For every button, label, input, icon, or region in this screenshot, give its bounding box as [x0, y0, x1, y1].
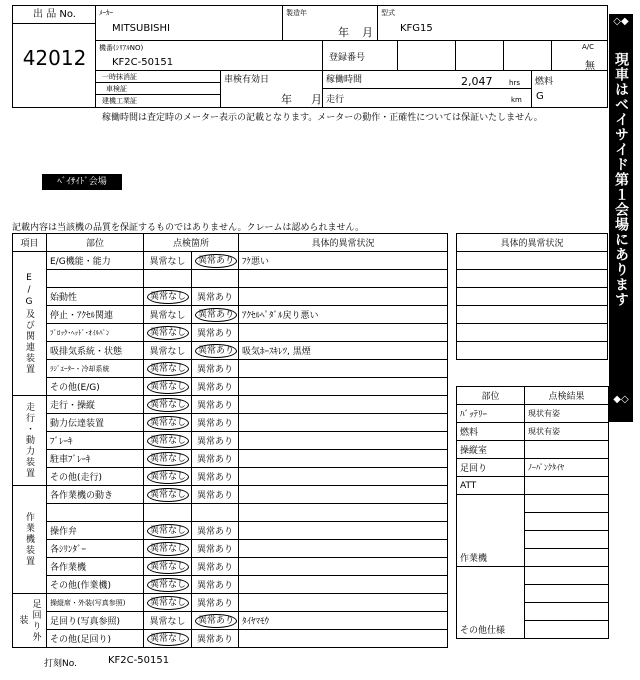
- inspection-table: [12, 233, 448, 648]
- result-row: [457, 585, 609, 603]
- abnormal-label: 異常あり: [197, 635, 234, 645]
- inspection-row: [13, 558, 448, 576]
- inspection-row: [13, 486, 448, 504]
- normal-check[interactable]: [144, 432, 192, 450]
- banner-bottom-diamonds: ◆◇: [613, 394, 629, 405]
- hours-unit: hrs: [509, 79, 520, 87]
- header-form: [12, 5, 608, 108]
- serial-cell: [96, 41, 323, 71]
- reg-label-cell: [323, 41, 398, 71]
- row-detail: [239, 378, 448, 396]
- month-unit: 月: [362, 26, 373, 39]
- result-value: 現状有姿: [525, 405, 609, 423]
- meter-note: 稼働時間は査定時のメーター表示の記載となります。メーターの動作・正確性については保証いたしません。: [102, 113, 543, 123]
- result-value: [525, 495, 609, 513]
- fuel-label: 燃料: [535, 77, 554, 87]
- insp-month-unit: 月: [311, 93, 322, 106]
- right-detail-row: [457, 252, 608, 270]
- result-part: 操縦室: [457, 441, 525, 459]
- result-part: [457, 495, 525, 513]
- row-part: 足回り(写真参照): [47, 612, 144, 630]
- abnormal-label: 異常あり: [197, 599, 234, 609]
- row-part: 走行・操縦: [47, 396, 144, 414]
- normal-label: 異常なし: [147, 488, 189, 502]
- inspection-row: [13, 360, 448, 378]
- year-unit: 年: [338, 26, 349, 39]
- result-part: 足回り: [457, 459, 525, 477]
- normal-check[interactable]: [144, 306, 192, 324]
- row-part: 始動性: [47, 288, 144, 306]
- abnormal-check[interactable]: [192, 432, 239, 450]
- abnormal-label: 異常あり: [195, 308, 237, 322]
- result-row: [457, 423, 609, 441]
- row-detail: [239, 324, 448, 342]
- row-detail: [239, 504, 448, 522]
- right-detail-cell: [457, 288, 608, 306]
- cert-construction: 建機工業証: [102, 97, 137, 105]
- normal-check[interactable]: [144, 360, 192, 378]
- right-detail-header: 具体的異常状況: [457, 234, 608, 252]
- abnormal-label: 異常あり: [197, 527, 234, 537]
- normal-check[interactable]: [144, 522, 192, 540]
- inspection-row: [13, 396, 448, 414]
- normal-check[interactable]: [144, 324, 192, 342]
- result-row: [457, 603, 609, 621]
- right-detail-row: [457, 306, 608, 324]
- maker-value: MITSUBISHI: [112, 23, 170, 34]
- result-value: [525, 477, 609, 495]
- normal-label: 異常なし: [149, 617, 186, 627]
- inspection-row: [13, 342, 448, 360]
- row-part: ﾗｼﾞｴｰﾀｰ・冷却系統: [47, 360, 144, 378]
- abnormal-label: 異常あり: [195, 614, 237, 628]
- abnormal-check[interactable]: [192, 594, 239, 612]
- normal-label: 異常なし: [149, 257, 186, 267]
- reg-label: 登録番号: [329, 53, 366, 63]
- results-col-result: 点検結果: [525, 387, 609, 405]
- group-label: 足回り外装: [13, 594, 47, 648]
- right-detail-cell: [457, 306, 608, 324]
- row-detail: [239, 576, 448, 594]
- normal-check[interactable]: [144, 252, 192, 270]
- normal-label: 異常なし: [149, 347, 186, 357]
- normal-check[interactable]: [144, 576, 192, 594]
- abnormal-label: 異常あり: [197, 581, 234, 591]
- result-value: [525, 603, 609, 621]
- maker-label: ﾒｰｶｰ: [99, 9, 113, 17]
- abnormal-label: 異常あり: [197, 545, 234, 555]
- reg-value-cell-2: [456, 41, 504, 71]
- inspection-date-cell: [221, 71, 323, 107]
- normal-check[interactable]: [144, 504, 192, 522]
- abnormal-check[interactable]: [192, 324, 239, 342]
- normal-check[interactable]: [144, 558, 192, 576]
- normal-label: 異常なし: [147, 632, 189, 646]
- normal-label: 異常なし: [147, 434, 189, 448]
- inspection-date-label: 車検有効日: [224, 75, 270, 85]
- row-detail: [239, 468, 448, 486]
- result-value: 現状有姿: [525, 423, 609, 441]
- right-detail-cell: [457, 324, 608, 342]
- abnormal-label: 異常あり: [195, 254, 237, 268]
- normal-label: 異常なし: [149, 311, 186, 321]
- row-detail: 吸気ﾎｰｽｷﾚﾂ, 黒煙: [239, 342, 448, 360]
- row-detail: [239, 270, 448, 288]
- normal-label: 異常なし: [147, 560, 189, 574]
- row-part: その他(作業機): [47, 576, 144, 594]
- abnormal-check[interactable]: [192, 288, 239, 306]
- row-detail: [239, 414, 448, 432]
- lot-label: 出 品 No.: [13, 6, 96, 24]
- abnormal-check[interactable]: [192, 540, 239, 558]
- row-part: その他(足回り): [47, 630, 144, 648]
- inspection-row: [13, 540, 448, 558]
- group-label: 作業機装置: [13, 486, 47, 594]
- abnormal-check[interactable]: [192, 522, 239, 540]
- maker-cell: [96, 6, 283, 41]
- year-cell: [283, 6, 378, 41]
- inspection-row: [13, 468, 448, 486]
- col-check: 点検箇所: [144, 234, 239, 252]
- result-row: [457, 513, 609, 531]
- result-part: [457, 531, 525, 549]
- group-label: E/G及び関連装置: [13, 252, 47, 396]
- result-value: [525, 585, 609, 603]
- abnormal-label: 異常あり: [197, 455, 234, 465]
- row-part: 各作業機: [47, 558, 144, 576]
- normal-check[interactable]: [144, 270, 192, 288]
- row-part: 各ｼﾘﾝﾀﾞｰ: [47, 540, 144, 558]
- venue-tag: ﾍﾞｲｻｲﾄﾞ会場: [42, 174, 122, 190]
- row-part: [47, 270, 144, 288]
- result-value: [525, 531, 609, 549]
- abnormal-check[interactable]: [192, 612, 239, 630]
- right-detail-table: [456, 233, 608, 360]
- row-part: 操縦席・外装(写真参照): [47, 594, 144, 612]
- abnormal-check[interactable]: [192, 504, 239, 522]
- normal-label: 異常なし: [147, 470, 189, 484]
- inspection-row: [13, 288, 448, 306]
- abnormal-check[interactable]: [192, 270, 239, 288]
- result-value: ﾉｰﾊﾟﾝｸﾀｲﾔ: [525, 459, 609, 477]
- row-detail: [239, 540, 448, 558]
- row-detail: [239, 486, 448, 504]
- row-part: 駐車ﾌﾞﾚｰｷ: [47, 450, 144, 468]
- result-part: ATT: [457, 477, 525, 495]
- model-value: KFG15: [400, 23, 433, 34]
- result-value: [525, 549, 609, 567]
- year-label: 製造年: [286, 9, 307, 17]
- row-detail: [239, 360, 448, 378]
- normal-label: 異常なし: [147, 542, 189, 556]
- result-part: [457, 585, 525, 603]
- normal-check[interactable]: [144, 450, 192, 468]
- row-detail: ｱｸｾﾙﾍﾟﾀﾞﾙ戻り悪い: [239, 306, 448, 324]
- right-detail-row: [457, 342, 608, 360]
- abnormal-label: 異常あり: [197, 401, 234, 411]
- result-row: [457, 477, 609, 495]
- row-detail: ﾌｹ悪い: [239, 252, 448, 270]
- results-col-part: 部位: [457, 387, 525, 405]
- ac-label: A/C: [582, 43, 595, 51]
- result-row: [457, 441, 609, 459]
- result-value: [525, 441, 609, 459]
- result-part: その他仕様: [457, 621, 525, 639]
- row-part: E/G機能・能力: [47, 252, 144, 270]
- cert-cell: [96, 71, 221, 107]
- normal-label: 異常なし: [147, 524, 189, 538]
- disclaimer: 記載内容は当該機の品質を保証するものではありません。クレームは認められません。: [12, 223, 365, 233]
- right-detail-cell: [457, 270, 608, 288]
- col-part: 部位: [47, 234, 144, 252]
- abnormal-label: 異常あり: [197, 563, 234, 573]
- inspection-row: [13, 504, 448, 522]
- serial-label: 機番(ｼﾘｱﾙNO): [99, 44, 144, 52]
- inspection-row: [13, 450, 448, 468]
- ac-cell: [552, 41, 607, 71]
- result-part: [457, 513, 525, 531]
- row-detail: [239, 558, 448, 576]
- inspection-row: [13, 270, 448, 288]
- km-unit: km: [511, 96, 522, 104]
- abnormal-label: 異常あり: [197, 329, 234, 339]
- inspection-row: [13, 576, 448, 594]
- inspection-row: [13, 324, 448, 342]
- abnormal-check[interactable]: [192, 378, 239, 396]
- abnormal-label: 異常あり: [197, 293, 234, 303]
- abnormal-check[interactable]: [192, 396, 239, 414]
- abnormal-check[interactable]: [192, 360, 239, 378]
- hours-cell: [323, 71, 532, 107]
- row-detail: [239, 522, 448, 540]
- normal-label: 異常なし: [147, 596, 189, 610]
- result-value: [525, 513, 609, 531]
- right-detail-row: [457, 324, 608, 342]
- insp-year-unit: 年: [281, 93, 292, 106]
- row-part: 停止・ｱｸｾﾙ関連: [47, 306, 144, 324]
- inspection-header-row: [13, 234, 448, 252]
- normal-label: 異常なし: [147, 398, 189, 412]
- result-row: [457, 621, 609, 639]
- normal-label: 異常なし: [147, 452, 189, 466]
- abnormal-label: 異常あり: [197, 383, 234, 393]
- normal-check[interactable]: [144, 540, 192, 558]
- abnormal-label: 異常あり: [197, 365, 234, 375]
- inspection-row: [13, 378, 448, 396]
- right-detail-cell: [457, 252, 608, 270]
- inspection-row: [13, 252, 448, 270]
- result-part: ﾊﾞｯﾃﾘｰ: [457, 405, 525, 423]
- abnormal-check[interactable]: [192, 342, 239, 360]
- stamp-label: 打刻No.: [44, 659, 77, 669]
- results-table: [456, 386, 609, 639]
- banner-text: 現車はベイサイド第１会場にあります: [613, 52, 629, 307]
- normal-label: 異常なし: [147, 578, 189, 592]
- abnormal-check[interactable]: [192, 486, 239, 504]
- row-detail: [239, 630, 448, 648]
- lot-number: 42012: [22, 46, 87, 70]
- hours-label: 稼働時間: [326, 75, 363, 85]
- row-detail: [239, 288, 448, 306]
- normal-check[interactable]: [144, 630, 192, 648]
- abnormal-check[interactable]: [192, 468, 239, 486]
- row-part: 操作弁: [47, 522, 144, 540]
- cert-vehicle: 車検証: [96, 83, 221, 95]
- abnormal-check[interactable]: [192, 630, 239, 648]
- abnormal-label: 異常あり: [195, 344, 237, 358]
- abnormal-check[interactable]: [192, 576, 239, 594]
- row-part: 吸排気系統・状態: [47, 342, 144, 360]
- abnormal-label: 異常あり: [197, 419, 234, 429]
- row-part: ﾌﾞﾛｯｸ･ﾍｯﾄﾞ･ｵｲﾙﾊﾟﾝ: [47, 324, 144, 342]
- normal-label: 異常なし: [147, 380, 189, 394]
- side-banner: [609, 14, 633, 422]
- row-detail: [239, 594, 448, 612]
- lot-box: [13, 6, 96, 107]
- abnormal-check[interactable]: [192, 450, 239, 468]
- row-detail: [239, 450, 448, 468]
- group-label: 走行・動力装置: [13, 396, 47, 486]
- reg-value-cell: [398, 41, 456, 71]
- normal-check[interactable]: [144, 594, 192, 612]
- col-item: 項目: [13, 234, 47, 252]
- result-value: [525, 621, 609, 639]
- inspection-row: [13, 522, 448, 540]
- km-label: 走行: [326, 95, 345, 105]
- cert-temp-erase: 一時抹消証: [96, 71, 221, 83]
- normal-check[interactable]: [144, 414, 192, 432]
- hours-value: 2,047: [461, 75, 493, 88]
- normal-check[interactable]: [144, 396, 192, 414]
- abnormal-label: 異常あり: [197, 437, 234, 447]
- normal-label: 異常なし: [147, 416, 189, 430]
- normal-label: 異常なし: [147, 362, 189, 376]
- abnormal-check[interactable]: [192, 414, 239, 432]
- row-part: その他(E/G): [47, 378, 144, 396]
- right-detail-cell: [457, 342, 608, 360]
- row-detail: [239, 396, 448, 414]
- serial-value: KF2C-50151: [112, 57, 174, 68]
- reg-value-cell-3: [504, 41, 552, 71]
- result-value: [525, 567, 609, 585]
- result-row: [457, 531, 609, 549]
- inspection-row: [13, 612, 448, 630]
- row-part: その他(走行): [47, 468, 144, 486]
- model-label: 型式: [381, 9, 395, 17]
- row-part: 各作業機の動き: [47, 486, 144, 504]
- normal-check[interactable]: [144, 486, 192, 504]
- result-part: [457, 567, 525, 585]
- result-part: [457, 603, 525, 621]
- abnormal-check[interactable]: [192, 252, 239, 270]
- normal-check[interactable]: [144, 342, 192, 360]
- right-detail-row: [457, 288, 608, 306]
- inspection-row: [13, 306, 448, 324]
- normal-label: 異常なし: [147, 326, 189, 340]
- normal-check[interactable]: [144, 288, 192, 306]
- banner-top-diamonds: ◇◆: [613, 16, 629, 27]
- result-row: [457, 405, 609, 423]
- inspection-row: [13, 432, 448, 450]
- result-part: 燃料: [457, 423, 525, 441]
- inspection-row: [13, 594, 448, 612]
- inspection-row: [13, 630, 448, 648]
- abnormal-check[interactable]: [192, 306, 239, 324]
- row-detail: [239, 432, 448, 450]
- model-cell: [378, 6, 607, 41]
- row-part: ﾌﾞﾚｰｷ: [47, 432, 144, 450]
- fuel-value: G: [536, 91, 544, 102]
- stamp-value: KF2C-50151: [108, 655, 170, 666]
- fuel-cell: [532, 71, 607, 107]
- result-row: [457, 459, 609, 477]
- normal-check[interactable]: [144, 468, 192, 486]
- normal-check[interactable]: [144, 612, 192, 630]
- result-row: [457, 549, 609, 567]
- abnormal-label: 異常あり: [197, 491, 234, 501]
- result-row: [457, 495, 609, 513]
- col-detail: 具体的異常状況: [239, 234, 448, 252]
- right-detail-row: [457, 270, 608, 288]
- abnormal-label: 異常あり: [197, 473, 234, 483]
- ac-value: 無: [585, 61, 595, 72]
- inspection-row: [13, 414, 448, 432]
- normal-check[interactable]: [144, 378, 192, 396]
- result-row: [457, 567, 609, 585]
- row-part: 動力伝達装置: [47, 414, 144, 432]
- row-detail: ﾀｲﾔﾏﾓｳ: [239, 612, 448, 630]
- normal-label: 異常なし: [147, 290, 189, 304]
- row-part: [47, 504, 144, 522]
- abnormal-check[interactable]: [192, 558, 239, 576]
- result-part: 作業機: [457, 549, 525, 567]
